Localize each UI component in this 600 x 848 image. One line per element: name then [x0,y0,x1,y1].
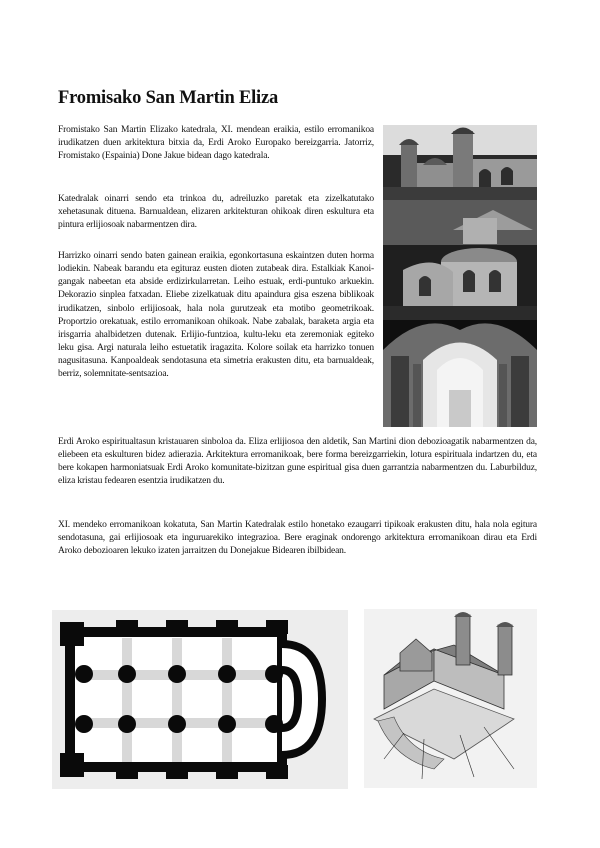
page-title: Fromisako San Martin Eliza [58,88,279,108]
paragraph-intro: Fromistako San Martin Elizako katedrala, XI. mendean eraikia, estilo erromanikoa irudikatzen duen arkitektura bitxia da, Erdi Aroko Europako bereizgarria. Jatorriz, Fromistako (Espainia) Done Jakue bidean dago katedrala. [58,125,374,162]
paragraph-structure: Katedralak oinarri sendo eta trinkoa du, adreiluzko paretak eta zizelkatutako xehetasunak dituena. Barnualdean, elizaren arkitekturan ohikoak diren eskultura eta pintura erlijiosoak nabarmentzen dira. [58,194,374,231]
church-exterior-photo [383,125,537,200]
axonometric-drawing [364,609,537,788]
church-photos [383,125,537,427]
paragraph-symbolism: Erdi Aroko espiritualtasun kristauaren sinboloa da. Eliza erlijiosoa den aldetik, San Martini dion debozioagatik nabarmentzen da, eliebeen eta eskulturen bidez adierazia. Arkitektura erromanikoak, bere forma bereizgarriekin, lotura espirituala indartzen du, eta bere kokapen harmoniatsuak Erdi Aroko komunitate-bizitzan gune espiritual gisa duen garrantzia nabarmentzen du. Laburbilduz, eliza kristau fedearen esentzia irudikatzen du. [58,437,537,487]
paragraph-conclusion: XI. mendeko erromanikoan kokatuta, San Martin Katedralak estilo honetako ezaugarri tipikoak erakusten ditu, hala nola egitura sendotasuna, gai erlijiosoak eta inguruarekiko integrazioa. Bere eraginak ondorengo arkitektura erromanikoan dirau eta Erdi Aroko debozioaren lekuko izaten jarraitzen du Donejakue Bidearen ibilbidean. [58,520,537,557]
church-apse-photo [383,200,537,320]
church-interior-photo [383,320,537,427]
floor-plan-drawing [52,610,348,789]
paragraph-features: Harrizko oinarri sendo baten gainean eraikia, egonkortasuna eskaintzen duten horma lodiekin. Nabeak barandu eta egituraz eusten dioten zutabeak dira. Estalkiak Kanoi-gangak nabeetan eta abside erdizirkularretan. Leiho estuak, erdi-puntuko arkuekin. Dekorazio sinplea fatxadan. Eliebe zizelkatuak ditu apaindura gisa eszena biblikoak irudikatzen, sinbolo erlijiosoak, hala nola gurutzeak eta motibo geometrikoak. Proportzio orekatuak, estilo erromanikoan ohikoak. Nabe zabalak, baraketa argia eta irisgarria ahalbidetzen dutenak. Erlijio-funtzioa, kultu-leku eta zeremoniak egiteko leku gisa. Argi naturala leiho estuetatik iragazita. Kolore soilak eta harrizko tonuen nagusitasuna. Kanpoaldeak sendotasuna eta simetria erakusten ditu, eta barnualdeak, berriz, solemnitate-sentsazioa. [58,251,374,380]
